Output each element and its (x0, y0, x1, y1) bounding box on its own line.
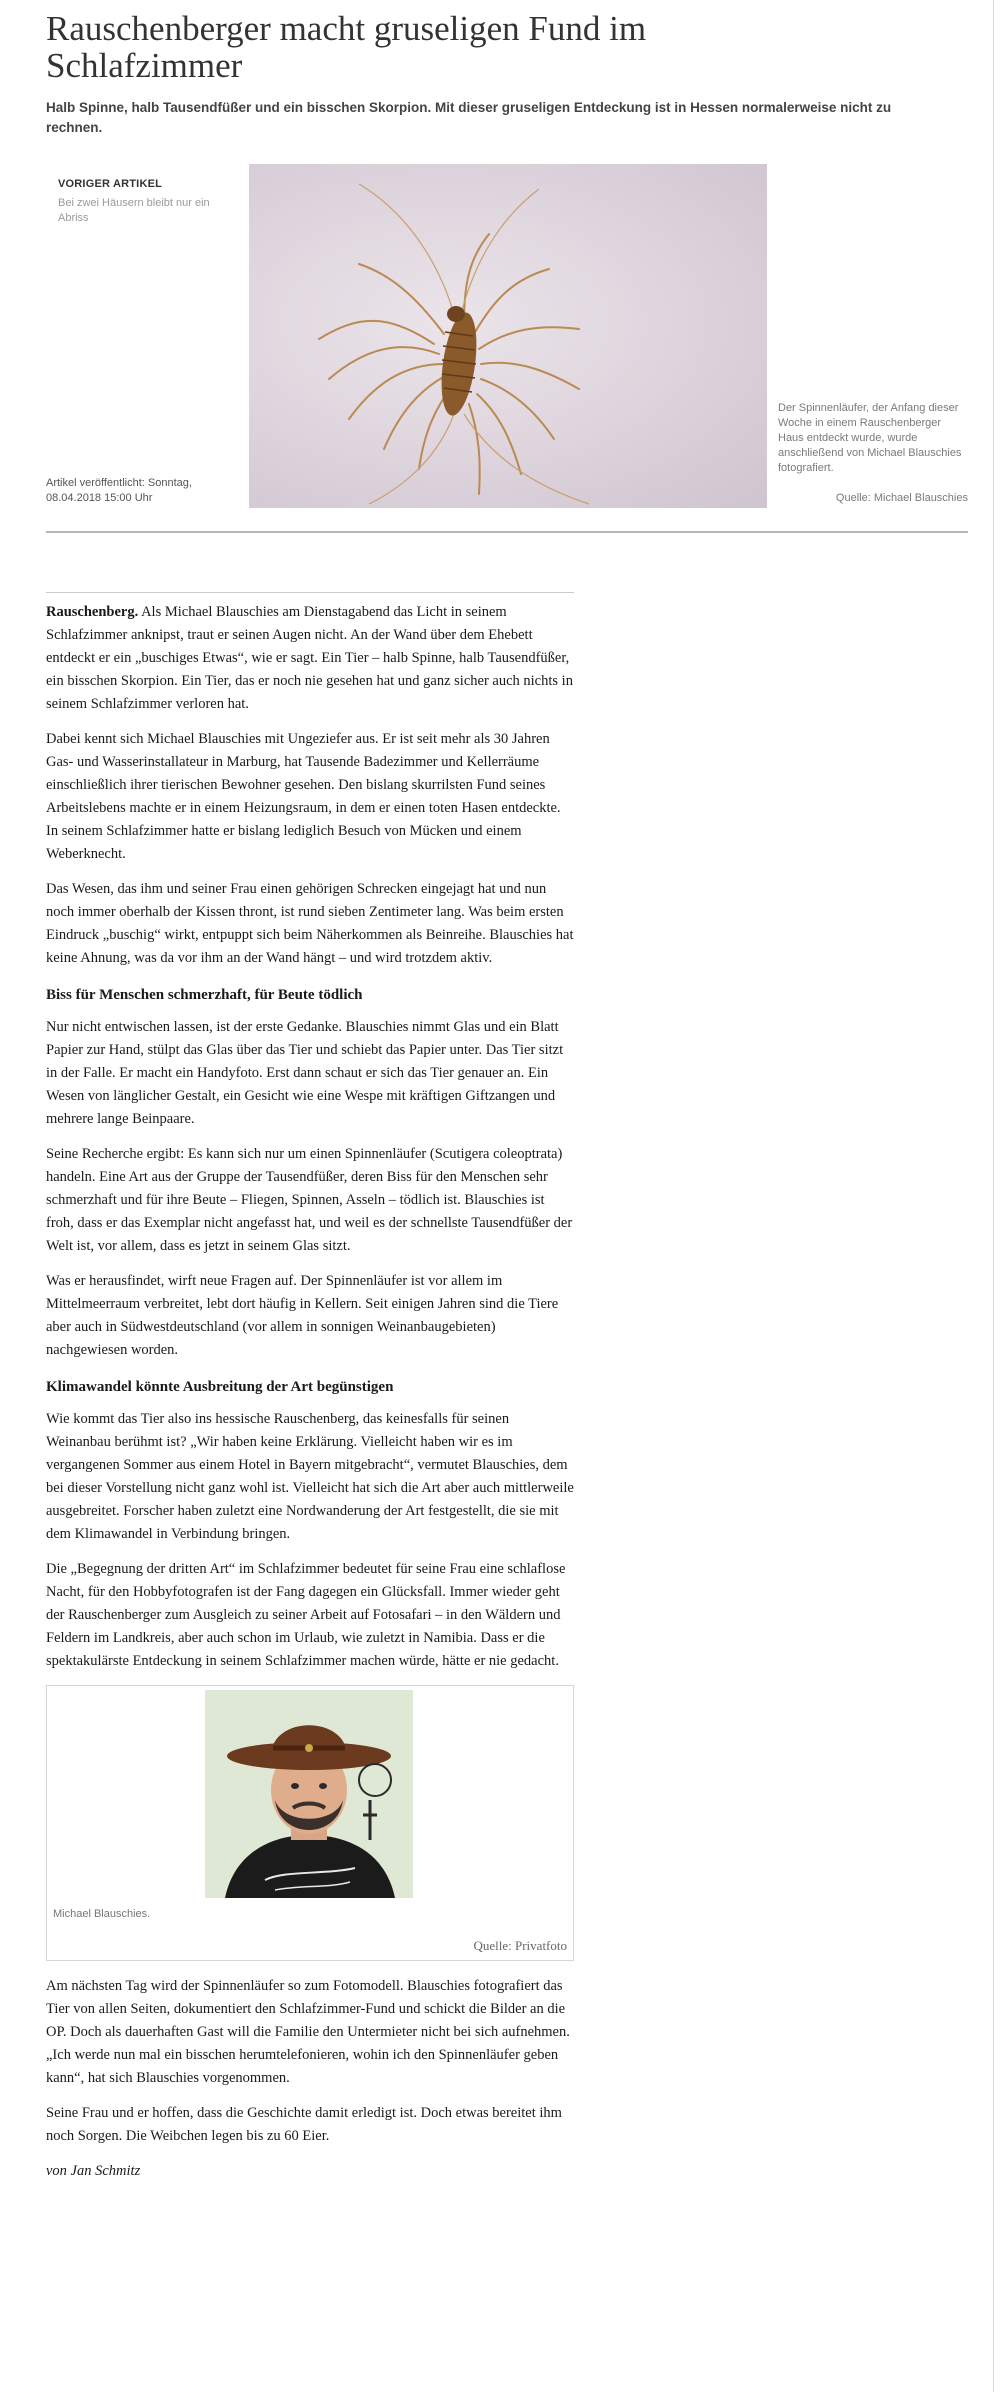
inline-image-source: Quelle: Privatfoto (473, 1938, 567, 1953)
paragraph-2: Dabei kennt sich Michael Blauschies mit Ungeziefer aus. Er ist seit mehr als 30 Jahren Gas- und Wasserinstallateur in Marburg, hat Tausende Badezimmer und Kellerräume einschließlich ihrer tierischen Bewohner gesehen. Den bislang skurrilsten Fund seines Arbeitslebens machte er in einem Heizungsraum, in dem er einen toten Hasen entdeckte. In seinem Schlafzimmer hatte er bislang lediglich Besuch von Mücken und einem Weberknecht. (46, 731, 561, 862)
article-headline: Rauschenberger macht gruseligen Fund im Schlafzimmer (46, 9, 647, 85)
previous-article-label: VORIGER ARTIKEL (58, 178, 163, 190)
portrait-illustration (205, 1690, 413, 1898)
subheading-1: Biss für Menschen schmerzhaft, für Beute tödlich (46, 987, 363, 1003)
paragraph-8: Die „Begegnung der dritten Art“ im Schlafzimmer bedeutet für seine Frau eine schlaflose Nacht, für den Hobbyfotografen ist der Fang dagegen ein Glücksfall. Immer wieder geht der Rauschenberger zum Ausgleich zu seiner Arbeit auf Fotosafari – in den Wäldern und Feldern im Landkreis, aber auch schon im Urlaub, wie zuletzt in Namibia. Dass er die spektakulärste Entdeckung in seinem Schlafzimmer machen würde, hätte er nie gedacht. (46, 1561, 566, 1669)
publish-date: Artikel veröffentlicht: Sonntag, 08.04.2018 15:00 Uhr (46, 477, 192, 504)
dateline: Rauschenberg. (46, 604, 139, 620)
paragraph-4: Nur nicht entwischen lassen, ist der erste Gedanke. Blauschies nimmt Glas und ein Blatt Papier zur Hand, stülpt das Glas über das Tier und schiebt das Papier unter. Das Tier sitzt in der Falle. Er macht ein Handyfoto. Erst dann schaut er sich das Tier genauer an. Ein Wesen von länglicher Gestalt, ein Gesicht wie eine Wespe mit kräftigen Giftzangen und mehrere lange Beinpaare. (46, 1019, 564, 1127)
author-line: von Jan Schmitz (46, 2163, 141, 2179)
previous-article-link[interactable]: Bei zwei Häusern bleibt nur ein Abriss (58, 197, 210, 224)
inline-image-caption: Michael Blauschies. (53, 1908, 151, 1920)
article-body (46, 592, 574, 2195)
inline-figure (46, 1685, 574, 1961)
subheading-2: Klimawandel könnte Ausbreitung der Art begünstigen (46, 1379, 394, 1395)
paragraph-3: Das Wesen, das ihm und seiner Frau einen gehörigen Schrecken eingejagt hat und nun noch immer oberhalb der Kissen thront, ist rund sieben Zentimeter lang. Was beim ersten Eindruck „buschig“ wirkt, entpuppt sich beim Näherkommen als Beinreihe. Blauschies hat keine Ahnung, was da vor ihm an der Wand hängt – und wird trotzdem aktiv. (46, 881, 574, 966)
previous-article-block (58, 178, 218, 226)
paragraph-5: Seine Recherche ergibt: Es kann sich nur um einen Spinnenläufer (Scutigera coleoptrata) handeln. Eine Art aus der Gruppe der Tausendfüßer, deren Biss für den Menschen sehr schmerzhaft und für ihre Beute – Fliegen, Spinnen, Asseln – tödlich ist. Blauschies ist froh, dass er das Exemplar nicht angefasst hat, und weil es der schnellste Tausendfüßer der Welt ist, vor allem, dass es jetzt in seinem Glas sitzt. (46, 1146, 573, 1254)
paragraph-1-text: Als Michael Blauschies am Dienstagabend das Licht in seinem Schlafzimmer anknipst, traut er seinen Augen nicht. An der Wand über dem Ehebett entdeckt er ein „buschiges Etwas“, wie er sagt. Ein Tier – halb Spinne, halb Tausendfüßer, ein bisschen Skorpion. Ein Tier, das er noch nie gesehen hat und ganz sicher auch nichts in seinem Schlafzimmer verloren hat. (46, 604, 573, 712)
paragraph-7: Wie kommt das Tier also ins hessische Rauschenberg, das keinesfalls für seinen Weinanbau berühmt ist? „Wir haben keine Erklärung. Vielleicht haben wir es im vergangenen Sommer aus einem Hotel in Bayern mitgebracht“, vermutet Blauschies, dem bei dieser Vorstellung nicht ganz wohl ist. Vielleicht hat sich die Art aber auch mittlerweile ausgebreitet. Forscher haben zuletzt eine Nordwanderung der Art festgestellt, die sie mit dem Klimawandel in Verbindung bringen. (46, 1411, 574, 1542)
article-teaser: Halb Spinne, halb Tausendfüßer und ein bisschen Skorpion. Mit dieser gruseligen Entdeckung ist in Hessen normalerweise nicht zu rechnen. (46, 100, 892, 135)
header-divider (46, 531, 968, 533)
centipede-illustration (249, 164, 767, 508)
paragraph-10: Seine Frau und er hoffen, dass die Geschichte damit erledigt ist. Doch etwas bereitet ihm noch Sorgen. Die Weibchen legen bis zu 60 Eier. (46, 2105, 562, 2144)
paragraph-9: Am nächsten Tag wird der Spinnenläufer so zum Fotomodell. Blauschies fotografiert das Tier von allen Seiten, dokumentiert den Schlafzimmer-Fund und schickt die Bilder an die OP. Doch als dauerhaften Gast will die Familie den Untermieter nicht bei sich aufnehmen. „Ich werde nun mal ein bisschen herumtelefonieren, wohin ich den Spinnenläufer geben kann“, hat sich Blauschies vorgenommen. (46, 1978, 570, 2086)
page-right-border (993, 0, 994, 2392)
paragraph-1 (46, 601, 574, 716)
portrait-photo (205, 1690, 413, 1898)
hero-image-centipede (249, 164, 767, 508)
paragraph-6: Was er herausfindet, wirft neue Fragen auf. Der Spinnenläufer ist vor allem im Mittelmeerraum verbreitet, lebt dort häufig in Kellern. Seit einigen Jahren sind die Tiere aber auch in Südwestdeutschland (vor allem in sonnigen Weinanbaugebieten) nachgewiesen worden. (46, 1273, 559, 1358)
hero-image-caption: Der Spinnenläufer, der Anfang dieser Woche in einem Rauschenberger Haus entdeckt wurde, wurde anschließend von Michael Blauschies fotografiert. (778, 402, 962, 474)
hero-image-source: Quelle: Michael Blauschies (835, 492, 968, 504)
